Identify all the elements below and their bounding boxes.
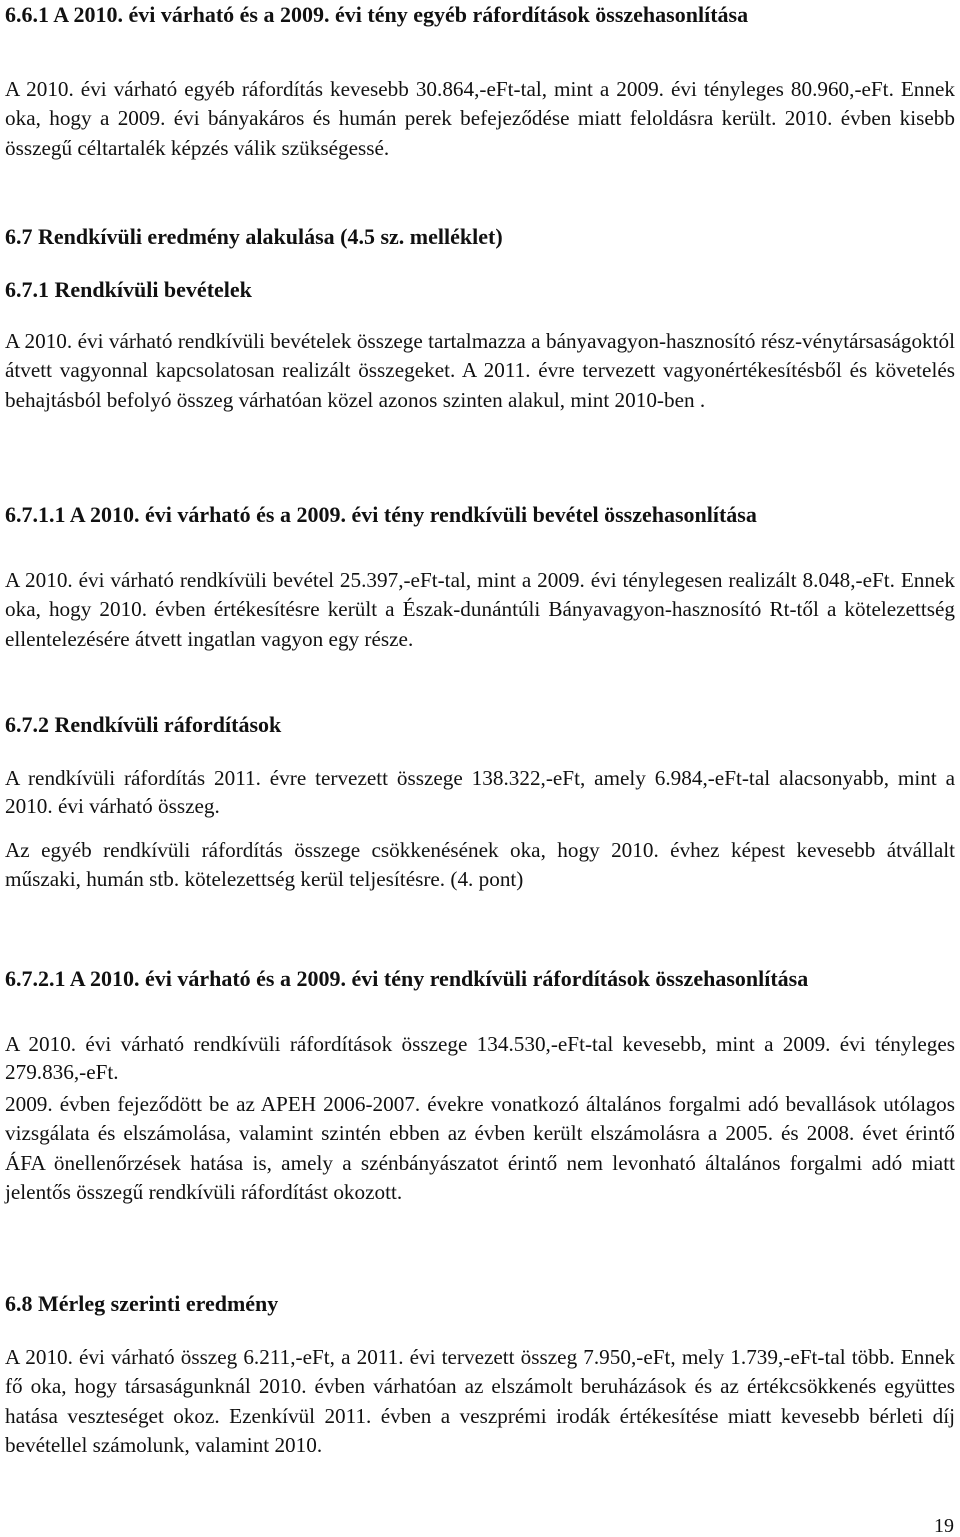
paragraph-6-7-1-1: A 2010. évi várható rendkívüli bevétel 25.397,-eFt-tal, mint a 2009. évi ténylegesen realizált 8.048,-eFt. Ennek oka, hogy 2010. évben értékesítésre került a Észak-dunántúli Bányavagyon-hasznosító Rt-től a kötelezettség ellentelezésére átvett ingatlan vagyon egy része. [5, 568, 955, 651]
section-heading-6-7: 6.7 Rendkívüli eredmény alakulása (4.5 sz. melléklet) [5, 224, 503, 249]
section-heading-6-7-1-1: 6.7.1.1 A 2010. évi várható és a 2009. évi tény rendkívüli bevétel összehasonlítása [5, 502, 757, 527]
paragraph-6-7-2-b: Az egyéb rendkívüli ráfordítás összege csökkenésének oka, hogy 2010. évhez képest kevesebb átvállalt műszaki, humán stb. kötelezettség kerül teljesítésre. (4. pont) [5, 838, 955, 892]
paragraph-6-7-2-1-b: 2009. évben fejeződött be az APEH 2006-2007. évekre vonatkozó általános forgalmi adó bevallások utólagos vizsgálata és elszámolása, valamint szintén ebben az évben került elszámolásra a 2005. és 2008. évet érintő ÁFA önellenőrzések hatása is, amely a szénbányászatot érintő nem levonható általános forgalmi adó miatt jelentős összegű rendkívüli ráfordítást okozott. [5, 1092, 955, 1205]
section-heading-6-8: 6.8 Mérleg szerinti eredmény [5, 1291, 279, 1316]
paragraph-6-6-1: A 2010. évi várható egyéb ráfordítás kevesebb 30.864,-eFt-tal, mint a 2009. évi tényleges 80.960,-eFt. Ennek oka, hogy a 2009. évi bányakáros és humán perek befejeződése miatt feloldásra került. 2010. évben kisebb összegű céltartalék képzés válik szükségessé. [5, 77, 955, 160]
section-heading-6-6-1: 6.6.1 A 2010. évi várható és a 2009. évi tény egyéb ráfordítások összehasonlítása [5, 2, 749, 27]
section-heading-6-7-1: 6.7.1 Rendkívüli bevételek [5, 277, 252, 302]
paragraph-6-8: A 2010. évi várható összeg 6.211,-eFt, a 2011. évi tervezett összeg 7.950,-eFt, mely 1.739,-eFt-tal több. Ennek fő oka, hogy társaságunknál 2010. évben várhatóan az elszámolt beruházások és az értékcsökkenés együttes hatása veszteséget okoz. Ezenkívül 2011. évben a veszprémi irodák értékesítése miatt kevesebb bérleti díj bevétellel számolunk, valamint 2010. [5, 1345, 955, 1458]
paragraph-6-7-1: A 2010. évi várható rendkívüli bevételek összege tartalmazza a bányavagyon-hasznosító rész-vénytársaságoktól átvett vagyonnal kapcsolatosan realizált összegeket. A 2011. évre tervezett vagyonértékesítésből és követelés behajtásból befolyó összeg várhatóan közel azonos szinten alakul, mint 2010-ben . [5, 329, 955, 412]
section-heading-6-7-2-1: 6.7.2.1 A 2010. évi várható és a 2009. évi tény rendkívüli ráfordítások összehasonlítása [5, 966, 809, 991]
section-heading-6-7-2: 6.7.2 Rendkívüli ráfordítások [5, 712, 282, 737]
paragraph-6-7-2-a: A rendkívüli ráfordítás 2011. évre tervezett összege 138.322,-eFt, amely 6.984,-eFt-tal alacsonyabb, mint a 2010. évi várható összeg. [5, 766, 955, 819]
page-number: 19 [934, 1515, 954, 1537]
paragraph-6-7-2-1-a: A 2010. évi várható rendkívüli ráfordítások összege 134.530,-eFt-tal kevesebb, mint a 2009. évi tényleges 279.836,-eFt. [5, 1032, 955, 1085]
